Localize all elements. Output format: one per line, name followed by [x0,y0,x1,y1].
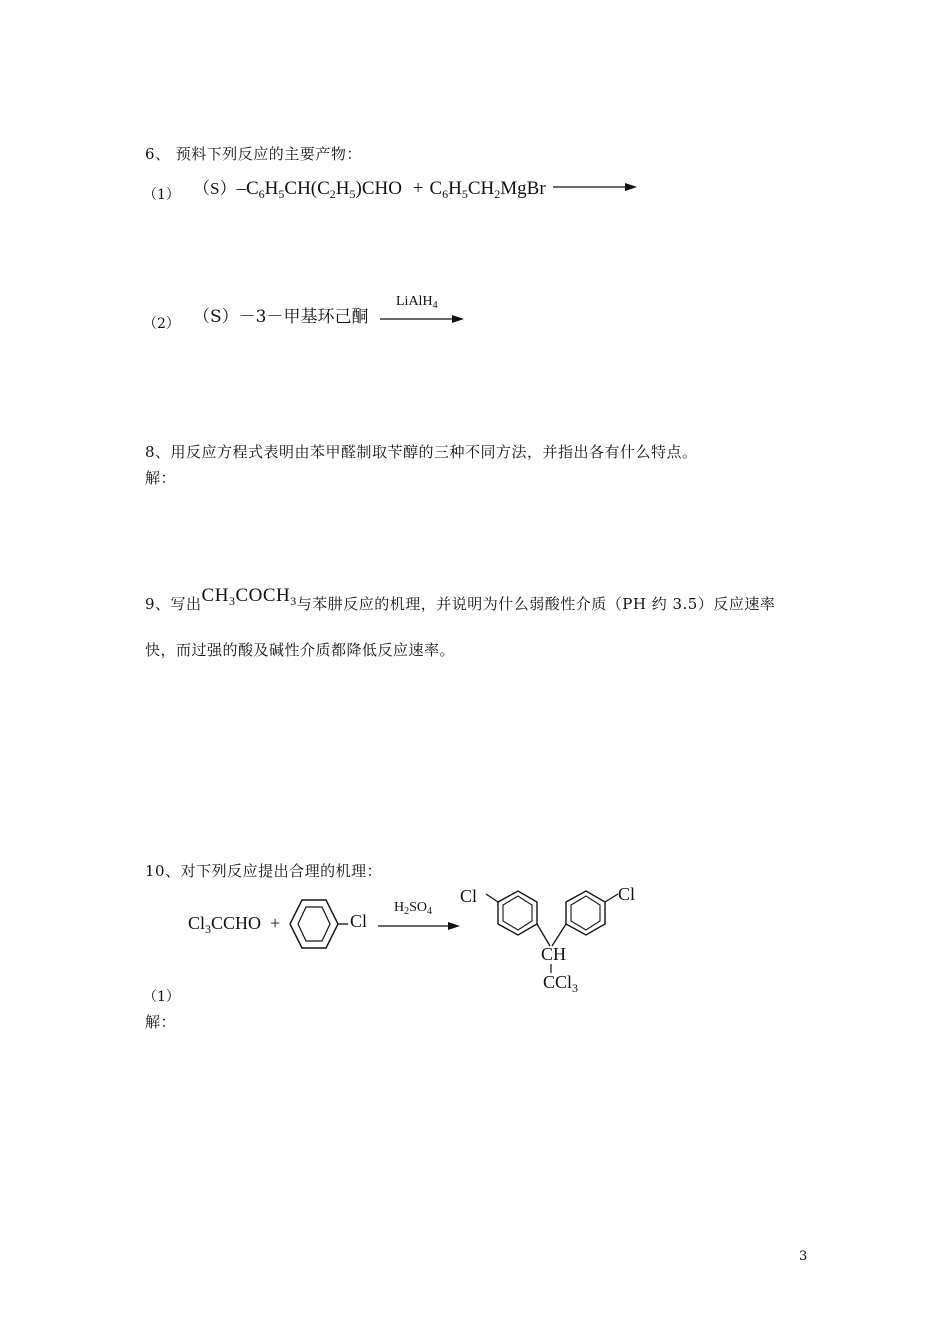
product-ch: CH [541,944,567,964]
product-cl-right: Cl [618,884,636,904]
plus-sign: + [412,178,424,199]
q6-r2-reagent: LiAlH$_4$ [396,294,438,311]
product-left-ring [498,891,537,935]
product-ccl3: CCl$_3$ [543,972,579,995]
q6-r1-equation: $(S)-C_6H_5CH(C_2H_5)CHO$ + $C_6H_5CH_2MgBr$ [193,178,546,201]
stereo-descriptor: （S） [193,179,237,198]
q9-prefix: 9、写出 [145,595,202,613]
dash-bond: – [236,178,246,199]
q10-answer-label: 解： [145,1013,177,1031]
q6-r2-arrow [380,312,470,326]
product-right-ring [566,891,605,935]
q6-r2-label: （2） [143,316,180,332]
page-number: 3 [799,1249,808,1264]
q8-answer-label: 解： [145,469,177,487]
q10-reactant1: $Cl_3CCHO$ [188,913,262,936]
q9-line2: 快，而过强的酸及碱性介质都降低反应速率。 [145,641,456,659]
q9-line1 [145,585,776,615]
q8-title: 8、用反应方程式表明由苯甲醛制取苄醇的三种不同方法，并指出各有什么特点。 [145,443,698,461]
q10-label: （1） [143,989,180,1005]
q9-suffix: 与苯肼反应的机理，并说明为什么弱酸性介质（PH 约 3.5）反应速率 [296,595,776,613]
product-cl-left: Cl [460,886,478,906]
q10-title: 10、对下列反应提出合理的机理： [145,862,383,880]
q10-arrow [378,919,468,933]
q6-r2-reactant: （S）－3－甲基环己酮 [193,307,369,327]
q10-reagent: $H_2SO_4$ [394,900,433,917]
chlorobenzene-ring [286,898,346,954]
q10-plus: + [270,913,281,933]
q6-title: 6、 预料下列反应的主要产物： [145,145,362,163]
ring-chloro-label: Cl [350,911,368,931]
q9-formula: $CH_3COCH_3$ [201,585,297,608]
q6-r1-label: （1） [143,187,180,203]
q6-r1-arrow [553,180,643,194]
